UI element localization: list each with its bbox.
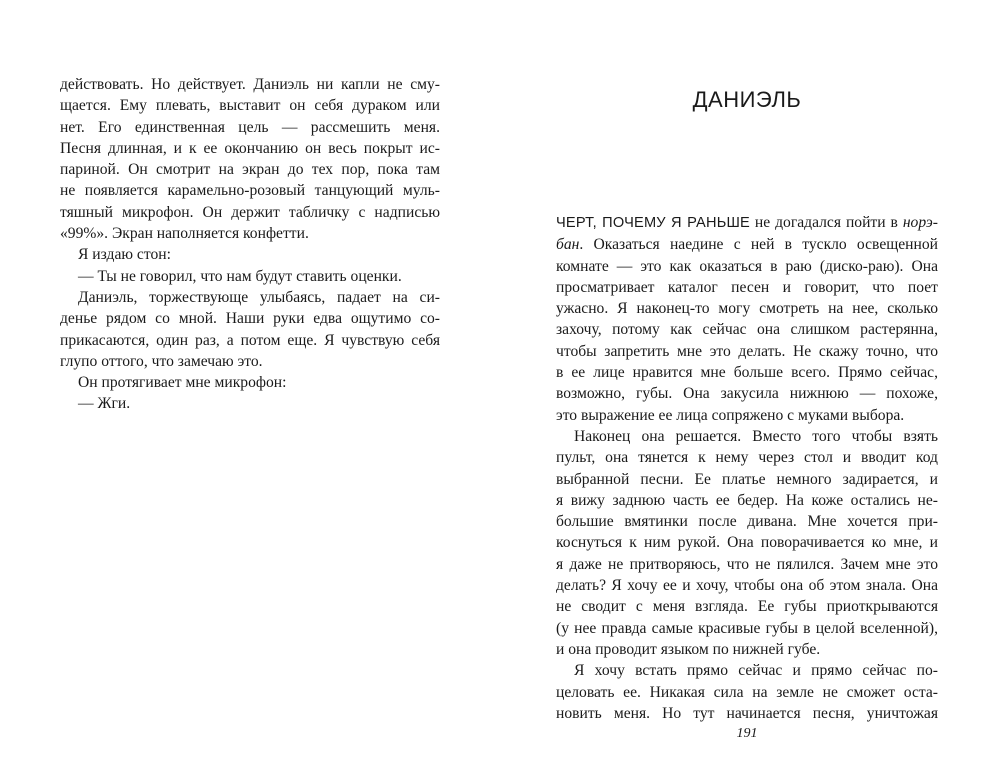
text-line: глупо оттого, что замечаю это.: [60, 352, 263, 370]
text-line: действовать. Но действует. Даниэль ни капли не сму-: [60, 76, 440, 93]
text-line: захочу, потому как сейчас она слишком растерянна,: [556, 321, 938, 339]
lead-in-italic: норэ-: [902, 214, 939, 231]
left-page: [60, 74, 440, 415]
text-line: ужасно. Я наконец-то могу смотреть на нее, сколько: [556, 300, 938, 318]
chapter-title: ДАНИЭЛЬ: [692, 87, 802, 112]
text-line: возможно, губы. Она закусила нижнюю — похоже,: [556, 385, 938, 403]
text-line: чтобы запретить мне это делать. Не скажу точно, что: [556, 342, 938, 360]
text-line: нет. Его единственная цель — рассмешить меня.: [60, 118, 440, 136]
page-number: 191: [736, 726, 758, 741]
text-line: пульт, она тянется к нему через стол и вводит код: [556, 449, 938, 467]
opening-line: [556, 212, 938, 234]
text-line: это выражение ее лица сопряжено с муками выбора.: [556, 406, 905, 424]
text-line: не сводит с меня взгляда. Ее губы приоткрываются: [556, 598, 938, 616]
lead-in-caps: ЧЕРТ, ПОЧЕМУ Я РАНЬШЕ: [556, 215, 750, 231]
text-line: я даже не притворяюсь, что не пялился. Зачем мне это: [556, 555, 938, 573]
text-line: «99%». Экран наполняется конфетти.: [60, 225, 309, 243]
italic-word: бан: [556, 236, 580, 254]
text-line: (у нее правда самые красивые губы в целой вселенной),: [556, 619, 938, 637]
text-line: делать? Я хочу ее и хочу, чтобы она об этом знала. Она: [556, 577, 938, 595]
line-text: . Оказаться наедине с ней в тускло освещенной: [579, 236, 938, 254]
text-line: Наконец она решается. Вместо того чтобы взять: [574, 427, 938, 445]
text-line: Песня длинная, и к ее окончанию он весь покрыт ис-: [60, 139, 440, 157]
text-line: прикасаются, один раз, а потом еще. Я чувствую себя: [60, 331, 440, 349]
text-line: новить меня. Но тут начинается песня, уничтожая: [556, 704, 938, 722]
dialogue-line: — Жги.: [78, 395, 131, 413]
text-line: выбранной песни. Ее платье немного задирается, и: [556, 470, 938, 488]
text-line: щается. Ему плевать, выставит он себя дураком или: [60, 97, 440, 115]
text-line: париной. Он смотрит на экран до тех пор, пока там: [60, 161, 440, 179]
text-line: в ее лице нравится мне больше всего. Прямо сейчас,: [556, 364, 938, 382]
text-line: Он протягивает мне микрофон:: [78, 374, 287, 392]
text-line: денье рядом со мной. Наши руки едва ощутимо со-: [60, 310, 440, 328]
text-line: Даниэль, торжествующе улыбаясь, падает на си-: [78, 288, 440, 306]
dialogue-line: — Ты не говорил, что нам будут ставить оценки.: [78, 267, 402, 285]
text-line: просматривает каталог песен и говорит, что поет: [556, 278, 938, 296]
text-line: тяшный микрофон. Он держит табличку с надписью: [60, 203, 440, 221]
text-line: большие вмятинки после дивана. Мне хочется при-: [556, 513, 938, 531]
text-line: [556, 234, 938, 255]
right-page: [556, 0, 938, 783]
text-line: я вижу заднюю часть ее бедер. На коже остались не-: [556, 491, 938, 509]
text-line: Я хочу встать прямо сейчас и прямо сейчас по-: [574, 662, 938, 680]
text-line: не появляется карамельно-розовый танцующий муль-: [60, 182, 440, 200]
text-line: Я издаю стон:: [78, 246, 171, 264]
lead-in-text: не догадался пойти в: [750, 214, 903, 231]
text-line: целовать ее. Никакая сила на земле не сможет оста-: [556, 683, 938, 701]
text-line: коснуться к ним рукой. Она поворачивается ко мне, и: [556, 534, 938, 552]
text-line: комнате — это как оказаться в раю (диско-раю). Она: [556, 257, 938, 275]
text-line: и она проводит языком по нижней губе.: [556, 640, 821, 658]
chapter-body: [556, 212, 938, 724]
